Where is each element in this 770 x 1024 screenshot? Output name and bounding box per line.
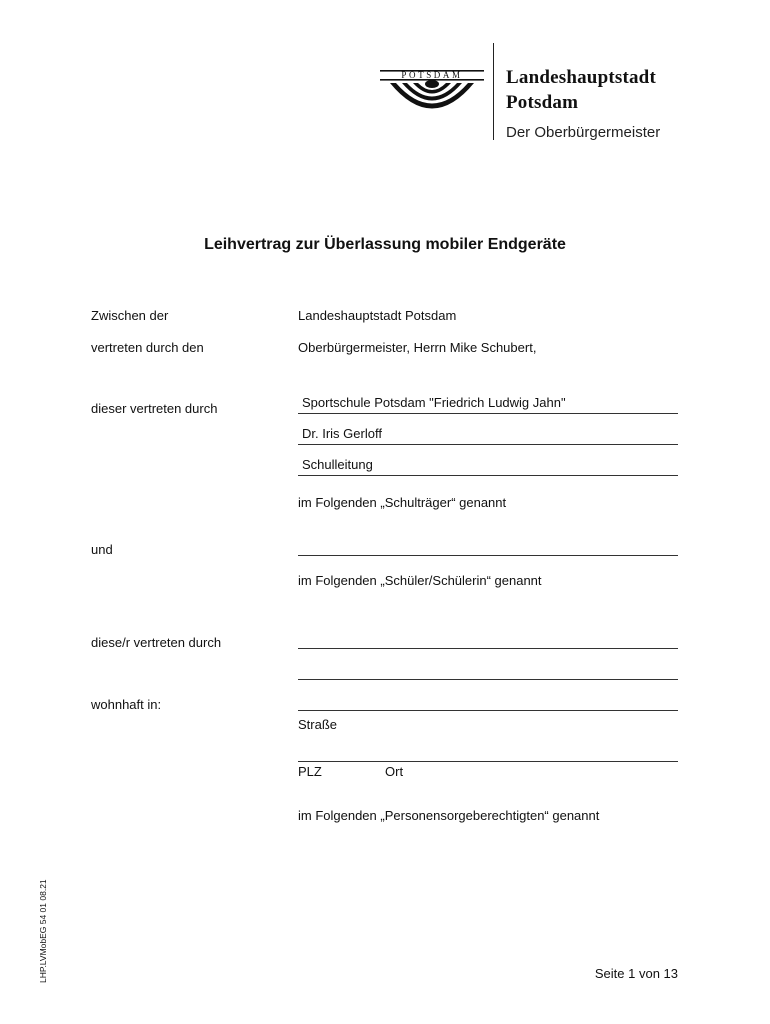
guardian-line-1 (298, 648, 678, 649)
represented-value: Oberbürgermeister, Herrn Mike Schubert, (298, 340, 537, 355)
school-head-field: Dr. Iris Gerloff (302, 426, 382, 441)
school-role-field: Schulleitung (302, 457, 373, 472)
guardian-label: diese/r vertreten durch (91, 635, 222, 650)
student-designation: im Folgenden „Schüler/Schülerin“ genannt (298, 573, 542, 588)
school-name-line (298, 413, 678, 414)
city-caption: Ort (385, 764, 404, 779)
further-represented-label: dieser vertreten durch (91, 401, 218, 416)
and-label: und (91, 542, 113, 557)
street-line (298, 710, 678, 711)
residence-label: wohnhaft in: (91, 697, 162, 712)
school-role-line (298, 475, 678, 476)
logo-wordmark: POTSDAM (401, 70, 463, 80)
between-value: Landeshauptstadt Potsdam (298, 308, 457, 323)
street-caption: Straße (298, 717, 338, 732)
guardian-line-2 (298, 679, 678, 680)
city-name-line1: Landeshauptstadt (506, 67, 656, 88)
city-logo (378, 62, 486, 124)
between-label: Zwischen der (91, 308, 169, 323)
header-divider (493, 43, 494, 140)
office-name: Der Oberbürgermeister (506, 124, 661, 141)
postcode-caption: PLZ (298, 764, 322, 779)
represented-label: vertreten durch den (91, 340, 204, 355)
school-head-line (298, 444, 678, 445)
school-designation: im Folgenden „Schulträger“ genannt (298, 495, 507, 510)
student-name-line (298, 555, 678, 556)
school-name-field: Sportschule Potsdam "Friedrich Ludwig Jahn" (302, 395, 566, 410)
city-name-line2: Potsdam (506, 92, 579, 113)
document-title: Leihvertrag zur Überlassung mobiler Endgeräte (204, 236, 566, 253)
page-number: Seite 1 von 13 (594, 966, 678, 981)
form-code: LHP.LVMobEG 54 01 08.21 (38, 879, 48, 983)
guardian-designation: im Folgenden „Personensorgeberechtigten“ genannt (298, 808, 600, 823)
postcode-city-line (298, 761, 678, 762)
